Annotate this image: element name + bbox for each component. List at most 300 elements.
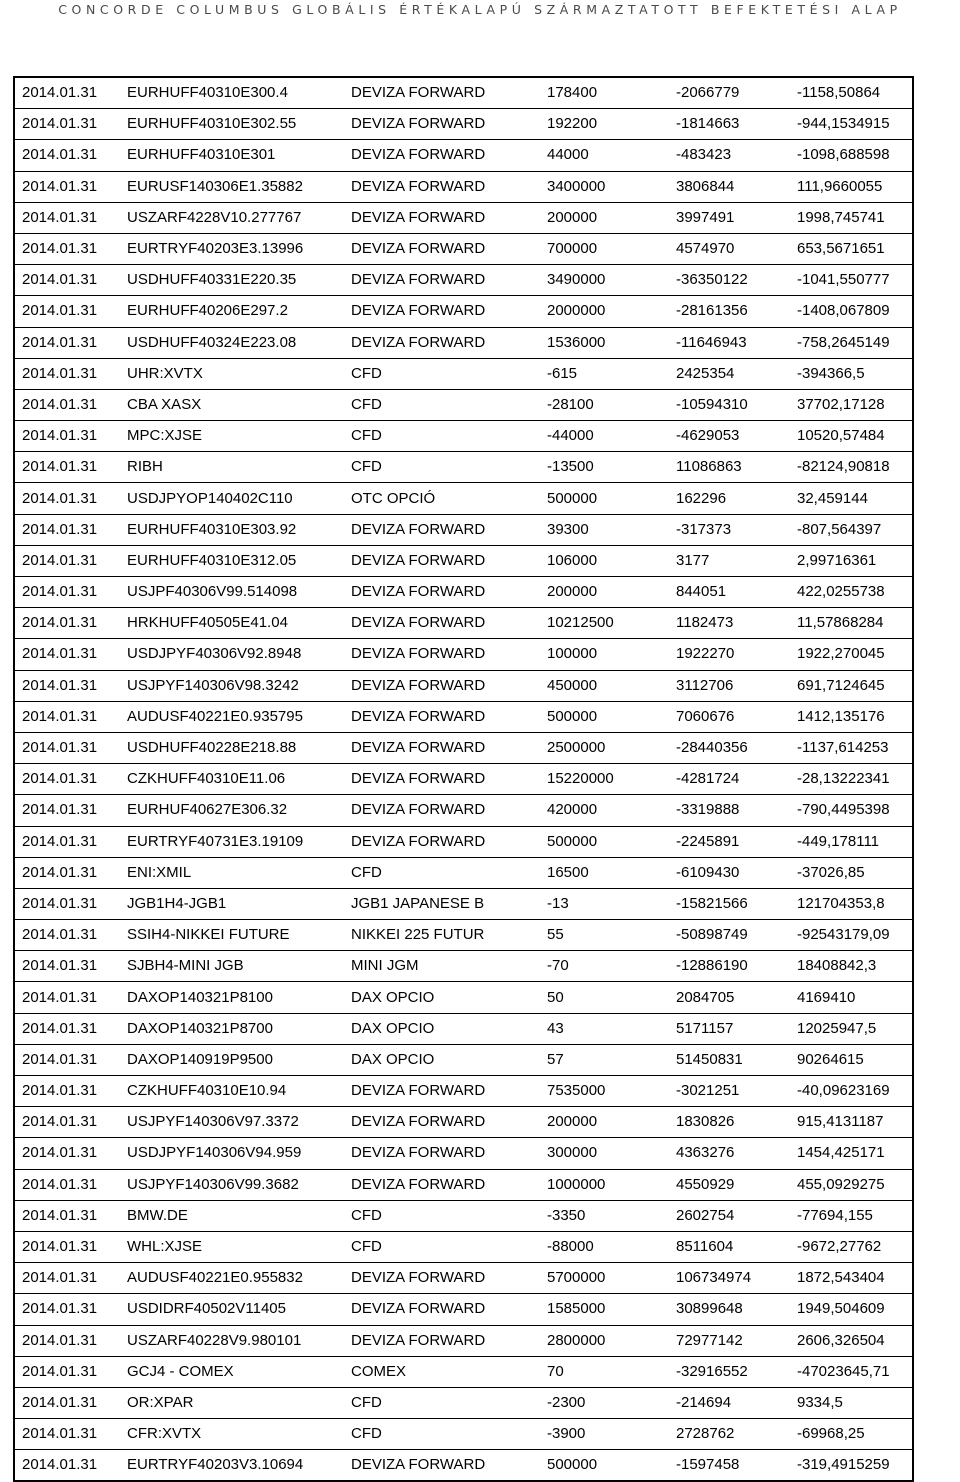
value-cell: 2425354 [669,358,790,389]
quantity-cell: 2000000 [540,296,669,327]
value-cell: -2066779 [669,77,790,109]
ratio-cell: 11,57868284 [790,608,913,639]
instrument-type-cell: DAX OPCIO [344,1044,540,1075]
quantity-cell: 200000 [540,202,669,233]
instrument-type-cell: DEVIZA FORWARD [344,670,540,701]
value-cell: 844051 [669,577,790,608]
quantity-cell: -44000 [540,421,669,452]
instrument-id-cell: EURHUFF40310E312.05 [120,545,344,576]
date-cell: 2014.01.31 [14,389,120,420]
quantity-cell: -13500 [540,452,669,483]
instrument-type-cell: DEVIZA FORWARD [344,545,540,576]
quantity-cell: 7535000 [540,1076,669,1107]
table-row [14,421,913,452]
instrument-type-cell: DEVIZA FORWARD [344,577,540,608]
value-cell: 30899648 [669,1294,790,1325]
value-cell: 5171157 [669,1013,790,1044]
quantity-cell: 178400 [540,77,669,109]
instrument-type-cell: COMEX [344,1356,540,1387]
ratio-cell: 32,459144 [790,483,913,514]
instrument-type-cell: DEVIZA FORWARD [351,1456,486,1474]
table-row [14,202,913,233]
ratio-cell: -1041,550777 [790,265,913,296]
instrument-id-cell: CFR:XVTX [120,1419,344,1450]
instrument-id-cell: EURHUFF40310E300.4 [120,77,344,109]
date-cell: 2014.01.31 [14,920,120,951]
date-cell: 2014.01.31 [14,1231,120,1262]
ratio-cell: -319,4915259 [797,1456,890,1474]
quantity-cell: 420000 [540,795,669,826]
table-row [14,1200,913,1231]
instrument-type-cell: NIKKEI 225 FUTUR [344,920,540,951]
instrument-id-cell: USDJPYOP140402C110 [120,483,344,514]
value-cell: 8511604 [669,1231,790,1262]
table-row [14,233,913,264]
value-cell: 51450831 [669,1044,790,1075]
quantity-cell: 57 [540,1044,669,1075]
instrument-id-cell: EURTRYF40203V3.10694 [127,1456,304,1474]
ratio-cell: 455,0929275 [790,1169,913,1200]
quantity-cell: 500000 [540,483,669,514]
value-cell: 1922270 [669,639,790,670]
ratio-cell: 1412,135176 [790,701,913,732]
quantity-cell: 16500 [540,857,669,888]
value-cell: -3319888 [669,795,790,826]
instrument-type-cell: CFD [344,857,540,888]
date-cell: 2014.01.31 [14,857,120,888]
value-cell: -2245891 [669,826,790,857]
instrument-id-cell: EURTRYF40731E3.19109 [120,826,344,857]
value-cell: 11086863 [669,452,790,483]
instrument-id-cell: CZKHUFF40310E10.94 [120,1076,344,1107]
ratio-cell: 1998,745741 [790,202,913,233]
table-row [14,1231,913,1262]
quantity-cell: 500000 [540,826,669,857]
instrument-id-cell: USZARF4228V10.277767 [120,202,344,233]
ratio-cell: 691,7124645 [790,670,913,701]
value-cell: -10594310 [669,389,790,420]
instrument-id-cell: USDJPYF140306V94.959 [120,1138,344,1169]
ratio-cell: 915,4131187 [790,1107,913,1138]
instrument-type-cell: CFD [344,358,540,389]
table-row [14,951,913,982]
date-cell: 2014.01.31 [14,1294,120,1325]
ratio-cell: -69968,25 [790,1419,913,1450]
table-row [14,1419,913,1450]
value-cell: 4550929 [669,1169,790,1200]
table-row [14,608,913,639]
value-cell: 4363276 [669,1138,790,1169]
instrument-id-cell: AUDUSF40221E0.955832 [120,1263,344,1294]
date-cell: 2014.01.31 [14,1325,120,1356]
table-row [14,795,913,826]
value-cell: -3021251 [669,1076,790,1107]
value-cell: 3177 [669,545,790,576]
ratio-cell: -1408,067809 [790,296,913,327]
instrument-type-cell: DEVIZA FORWARD [344,202,540,233]
quantity-cell: -28100 [540,389,669,420]
date-cell: 2014.01.31 [14,483,120,514]
instrument-id-cell: USDHUFF40228E218.88 [120,732,344,763]
table-row [14,296,913,327]
quantity-cell: 1585000 [540,1294,669,1325]
ratio-cell: 12025947,5 [790,1013,913,1044]
value-cell: -32916552 [669,1356,790,1387]
instrument-type-cell: MINI JGM [344,951,540,982]
table-row [14,1169,913,1200]
table-row [14,764,913,795]
value-cell: -483423 [669,140,790,171]
table-row [14,732,913,763]
value-cell: -11646943 [669,327,790,358]
ratio-cell: -37026,85 [790,857,913,888]
instrument-id-cell: HRKHUFF40505E41.04 [120,608,344,639]
instrument-id-cell: USDIDRF40502V11405 [120,1294,344,1325]
instrument-id-cell: CZKHUFF40310E11.06 [120,764,344,795]
value-cell: -4629053 [669,421,790,452]
ratio-cell: 1454,425171 [790,1138,913,1169]
value-cell: -28161356 [669,296,790,327]
quantity-cell: 43 [540,1013,669,1044]
quantity-cell: 44000 [540,140,669,171]
quantity-cell: -70 [540,951,669,982]
table-row [14,1450,913,1482]
date-cell: 2014.01.31 [14,265,120,296]
date-cell: 2014.01.31 [14,202,120,233]
table-row [14,327,913,358]
instrument-type-cell: DEVIZA FORWARD [344,1076,540,1107]
instrument-type-cell: DEVIZA FORWARD [344,514,540,545]
date-cell: 2014.01.31 [14,77,120,109]
instrument-id-cell: MPC:XJSE [120,421,344,452]
date-cell: 2014.01.31 [14,826,120,857]
table-row [14,1263,913,1294]
instrument-type-cell: DEVIZA FORWARD [344,639,540,670]
ratio-cell: -47023645,71 [790,1356,913,1387]
date-cell: 2014.01.31 [14,514,120,545]
instrument-type-cell: DEVIZA FORWARD [344,1294,540,1325]
value-cell: 2728762 [669,1419,790,1450]
instrument-type-cell: CFD [344,452,540,483]
value-cell: 1830826 [669,1107,790,1138]
value-cell: -28440356 [669,732,790,763]
table-row [14,639,913,670]
instrument-id-cell: DAXOP140321P8700 [120,1013,344,1044]
date-cell: 2014.01.31 [14,577,120,608]
date-cell: 2014.01.31 [14,1419,120,1450]
ratio-cell: -807,564397 [790,514,913,545]
value-cell: -36350122 [669,265,790,296]
instrument-type-cell: JGB1 JAPANESE B [344,888,540,919]
date-cell: 2014.01.31 [14,171,120,202]
date-cell: 2014.01.31 [14,421,120,452]
instrument-type-cell: CFD [344,421,540,452]
value-cell: -317373 [669,514,790,545]
date-cell: 2014.01.31 [14,888,120,919]
instrument-type-cell: DEVIZA FORWARD [344,171,540,202]
instrument-id-cell: CBA XASX [120,389,344,420]
instrument-id-cell: EURHUFF40310E302.55 [120,109,344,140]
quantity-cell: 3400000 [540,171,669,202]
ratio-cell: 37702,17128 [790,389,913,420]
quantity-cell: 3490000 [540,265,669,296]
quantity-cell: 2500000 [540,732,669,763]
date-cell: 2014.01.31 [14,1044,120,1075]
ratio-cell: 90264615 [790,1044,913,1075]
quantity-cell: 450000 [540,670,669,701]
date-cell: 2014.01.31 [14,1356,120,1387]
quantity-cell: 2800000 [540,1325,669,1356]
instrument-id-cell: AUDUSF40221E0.935795 [120,701,344,732]
ratio-cell: 653,5671651 [790,233,913,264]
instrument-id-cell: DAXOP140919P9500 [120,1044,344,1075]
ratio-cell: 1949,504609 [790,1294,913,1325]
ratio-cell: 1922,270045 [790,639,913,670]
instrument-id-cell: BMW.DE [120,1200,344,1231]
value-cell: 2602754 [669,1200,790,1231]
table-row [14,77,913,109]
date-cell: 2014.01.31 [14,701,120,732]
instrument-id-cell: GCJ4 - COMEX [120,1356,344,1387]
value-cell: -1814663 [669,109,790,140]
table-row [14,389,913,420]
instrument-id-cell: UHR:XVTX [120,358,344,389]
instrument-type-cell: CFD [344,1231,540,1262]
table-row [14,1294,913,1325]
date-cell: 2014.01.31 [14,1013,120,1044]
value-cell: 2084705 [669,982,790,1013]
value-cell: -4281724 [669,764,790,795]
ratio-cell: -1158,50864 [790,77,913,109]
date-cell: 2014.01.31 [14,670,120,701]
instrument-id-cell: EURUSF140306E1.35882 [120,171,344,202]
ratio-cell: -9672,27762 [790,1231,913,1262]
date-cell: 2014.01.31 [14,452,120,483]
instrument-type-cell: CFD [344,1419,540,1450]
table-row [14,1076,913,1107]
instrument-type-cell: DEVIZA FORWARD [344,1169,540,1200]
quantity-cell: -3900 [540,1419,669,1450]
instrument-type-cell: DEVIZA FORWARD [344,233,540,264]
value-cell: -6109430 [669,857,790,888]
value-cell: 3112706 [669,670,790,701]
table-row [14,826,913,857]
date-cell: 2014.01.31 [14,1076,120,1107]
instrument-id-cell: USJPYF140306V99.3682 [120,1169,344,1200]
quantity-cell: 1536000 [540,327,669,358]
value-cell: 7060676 [669,701,790,732]
instrument-type-cell: OTC OPCIÓ [344,483,540,514]
quantity-cell: -3350 [540,1200,669,1231]
instrument-type-cell: CFD [344,389,540,420]
table-row [14,1356,913,1387]
value-cell: -12886190 [669,951,790,982]
instrument-type-cell: CFD [344,1387,540,1418]
ratio-cell: 4169410 [790,982,913,1013]
instrument-id-cell: EURHUFF40310E303.92 [120,514,344,545]
quantity-cell: 100000 [540,639,669,670]
table-row [14,514,913,545]
instrument-type-cell: DEVIZA FORWARD [344,701,540,732]
instrument-id-cell: USDJPYF40306V92.8948 [120,639,344,670]
ratio-cell: -790,4495398 [790,795,913,826]
date-cell: 2014.01.31 [14,296,120,327]
date-cell: 2014.01.31 [14,545,120,576]
date-cell: 2014.01.31 [14,982,120,1013]
ratio-cell: 422,0255738 [790,577,913,608]
value-cell: -50898749 [669,920,790,951]
date-cell: 2014.01.31 [14,764,120,795]
instrument-id-cell: USZARF40228V9.980101 [120,1325,344,1356]
holdings-table-body [14,77,913,1481]
value-cell: 106734974 [669,1263,790,1294]
instrument-id-cell: EURHUFF40310E301 [120,140,344,171]
instrument-id-cell: USDHUFF40324E223.08 [120,327,344,358]
value-cell: 162296 [669,483,790,514]
quantity-cell: 50 [540,982,669,1013]
quantity-cell: 192200 [540,109,669,140]
date-cell: 2014.01.31 [14,1200,120,1231]
instrument-type-cell: DEVIZA FORWARD [344,327,540,358]
ratio-cell: 2606,326504 [790,1325,913,1356]
quantity-cell: 200000 [540,577,669,608]
ratio-cell: 18408842,3 [790,951,913,982]
instrument-id-cell: EURHUF40627E306.32 [120,795,344,826]
table-row [14,888,913,919]
table-row [14,483,913,514]
ratio-cell: -1137,614253 [790,732,913,763]
instrument-id-cell: JGB1H4-JGB1 [120,888,344,919]
table-row [14,171,913,202]
date-cell: 2014.01.31 [14,795,120,826]
instrument-id-cell: USJPYF140306V98.3242 [120,670,344,701]
value-cell: 1182473 [669,608,790,639]
instrument-type-cell: DAX OPCIO [344,1013,540,1044]
instrument-type-cell: DEVIZA FORWARD [344,732,540,763]
ratio-cell: -394366,5 [790,358,913,389]
value-cell: -214694 [669,1387,790,1418]
instrument-id-cell: ENI:XMIL [120,857,344,888]
table-row [14,1013,913,1044]
instrument-type-cell: DEVIZA FORWARD [344,795,540,826]
quantity-cell: 106000 [540,545,669,576]
quantity-cell: -615 [540,358,669,389]
ratio-cell: 121704353,8 [790,888,913,919]
instrument-type-cell: DEVIZA FORWARD [344,1263,540,1294]
table-row [14,670,913,701]
quantity-cell: -13 [540,888,669,919]
value-cell: -15821566 [669,888,790,919]
ratio-cell: 2,99716361 [790,545,913,576]
instrument-type-cell: DAX OPCIO [344,982,540,1013]
ratio-cell: -28,13222341 [790,764,913,795]
quantity-cell: 1000000 [540,1169,669,1200]
table-row [14,1325,913,1356]
instrument-id-cell: RIBH [120,452,344,483]
table-row [14,1044,913,1075]
table-row [14,982,913,1013]
value-cell: 72977142 [669,1325,790,1356]
table-row [14,1387,913,1418]
table-row [14,857,913,888]
table-row [14,545,913,576]
instrument-type-cell: DEVIZA FORWARD [344,608,540,639]
instrument-id-cell: USJPYF140306V97.3372 [120,1107,344,1138]
quantity-cell: 500000 [547,1456,598,1474]
instrument-type-cell: DEVIZA FORWARD [344,265,540,296]
ratio-cell: -1098,688598 [790,140,913,171]
quantity-cell: 39300 [540,514,669,545]
date-cell: 2014.01.31 [14,1107,120,1138]
date-cell: 2014.01.31 [14,109,120,140]
ratio-cell: 9334,5 [790,1387,913,1418]
value-cell: 3997491 [669,202,790,233]
instrument-id-cell: EURHUFF40206E297.2 [120,296,344,327]
date-cell: 2014.01.31 [14,1138,120,1169]
quantity-cell: 200000 [540,1107,669,1138]
quantity-cell: 15220000 [540,764,669,795]
instrument-id-cell: SSIH4-NIKKEI FUTURE [120,920,344,951]
instrument-type-cell: DEVIZA FORWARD [344,826,540,857]
quantity-cell: 5700000 [540,1263,669,1294]
date-cell: 2014.01.31 [14,608,120,639]
instrument-type-cell: CFD [344,1200,540,1231]
date-cell: 2014.01.31 [14,732,120,763]
date-cell: 2014.01.31 [14,233,120,264]
ratio-cell: -40,09623169 [790,1076,913,1107]
value-cell: -1597458 [676,1456,740,1474]
ratio-cell: 111,9660055 [790,171,913,202]
quantity-cell: 55 [540,920,669,951]
instrument-type-cell: DEVIZA FORWARD [344,109,540,140]
instrument-id-cell: USJPF40306V99.514098 [120,577,344,608]
table-row [14,452,913,483]
instrument-type-cell: DEVIZA FORWARD [344,1325,540,1356]
instrument-id-cell: EURTRYF40203E3.13996 [120,233,344,264]
instrument-type-cell: DEVIZA FORWARD [344,296,540,327]
value-cell: 3806844 [669,171,790,202]
ratio-cell: -82124,90818 [790,452,913,483]
holdings-table [13,76,914,1482]
date-cell: 2014.01.31 [14,1387,120,1418]
date-cell: 2014.01.31 [14,358,120,389]
instrument-id-cell: OR:XPAR [120,1387,344,1418]
instrument-type-cell: DEVIZA FORWARD [344,140,540,171]
instrument-type-cell: DEVIZA FORWARD [344,764,540,795]
instrument-id-cell: USDHUFF40331E220.35 [120,265,344,296]
quantity-cell: 300000 [540,1138,669,1169]
date-cell: 2014.01.31 [14,327,120,358]
ratio-cell: 1872,543404 [790,1263,913,1294]
table-row [14,701,913,732]
table-row [14,1138,913,1169]
table-row [14,920,913,951]
table-row [14,1107,913,1138]
date-cell: 2014.01.31 [14,1263,120,1294]
quantity-cell: 10212500 [540,608,669,639]
ratio-cell: -77694,155 [790,1200,913,1231]
instrument-id-cell: WHL:XJSE [120,1231,344,1262]
instrument-id-cell: DAXOP140321P8100 [120,982,344,1013]
table-row [14,109,913,140]
instrument-type-cell: DEVIZA FORWARD [344,77,540,109]
date-cell: 2014.01.31 [14,951,120,982]
page-header-title: CONCORDE COLUMBUS GLOBÁLIS ÉRTÉKALAPÚ SZÁRMAZTATOTT BEFEKTETÉSI ALAP [58,2,902,17]
date-cell: 2014.01.31 [14,1169,120,1200]
ratio-cell: 10520,57484 [790,421,913,452]
quantity-cell: 500000 [540,701,669,732]
ratio-cell: -92543179,09 [790,920,913,951]
